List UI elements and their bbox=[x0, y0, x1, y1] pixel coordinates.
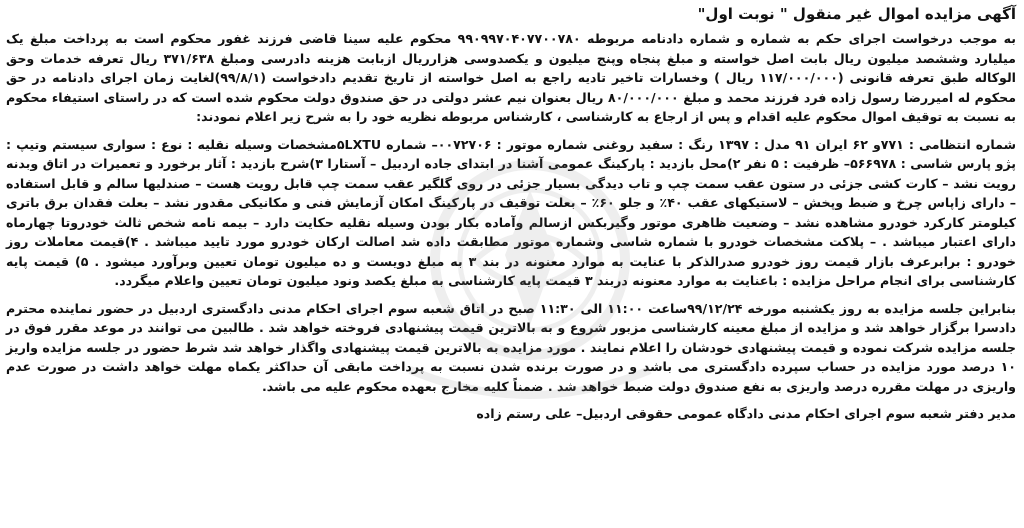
notice-title: آگهی مزایده اموال غیر منقول " نوبت اول" bbox=[697, 5, 1016, 23]
signature-line: مدیر دفتر شعبه سوم اجرای احکام مدنی دادگاه عمومی حقوقی اردبیل– علی رستم زاده bbox=[476, 406, 1016, 421]
paragraph-vehicle-specs: شماره انتظامی : ۷۷۱و ۶۲ ایران ۹۱ مدل : ۱۳۹۷ رنگ : سفید روغنی شماره موتور : ۰۰۷۲۷۰۶– شماره ۵LXTUمشخصات وسیله نقلیه : نوع : سواری سیستم وتیپ : پژو پارس شاسی : ۵۶۶۹۷۸– ظرفیت : ۵ نفر ۲)محل بازدید : پارکینگ عمومی آشنا در ابتدای جاده اردبیل – آستارا ۳)شرح بازدید : آثار برخورد و تعمیرات در اتاق وبدنه رویت نشد – کارت کشی جزئی در ستون عقب سمت چپ و تاب دیدگی بسیار جزئی در روی گلگیر عقب سمت چپ قابل رویت هست – صندلیها سالم و قابل استفاده – دارای زاپاس چرخ و ضبط وپخش – لاستیکهای عقب ۴۰٪ و جلو ۶۰٪ – بعلت توقیف در پارکینگ امکان آزمایش فنی و مکانیکی مقدور نشد – بعلت فقدان برق باتری کیلومتر کارکرد خودرو مشاهده نشد – وضعیت ظاهری موتور وگیربکس ازسالم وآماده بکار بودن وسیله نقلیه حکایت دارد – بیمه نامه شخص ثالث خودروتا چهارماه دارای اعتبار میباشد . – پلاکت مشخصات خودرو با شماره شاسی وشماره موتور مطابقت داده شد اصالت ارکان خودرو مورد تایید میباشد . ۴)قیمت معاملات روز خودرو : برابرعرف بازار قیمت روز خودرو صدرالذکر با عنایت به موارد معنونه در بند ۳ به مبلغ دویست و ده میلیون تومان تعیین وبرآورد میشود . ۵) قیمت پایه کارشناسی برای انجام مراحل مزایده : باعنایت به موارد معنونه دربند ۳ قیمت پایه کارشناسی به مبلغ یکصد ونود میلیون تومان تعیین واعلام میگردد. bbox=[6, 136, 1017, 288]
paragraph-judgment: به موجب درخواست اجرای حکم به شماره و شماره دادنامه مربوطه ۹۹۰۹۹۷۰۴۰۷۷۰۰۷۸۰ محکوم علیه سینا قاضی فرزند غفور محکوم است به پرداخت مبلغ یک میلیارد وششصد میلیون ریال بابت اصل خواسته و مبلغ پنجاه وپنج میلیون و یکصدوسی هزارریال ازبابت هزینه دادرسی ومبلغ ۳۷۱/۶۳۸ ریال تعرفه خدمات وحق الوکاله طبق تعرفه قانونی (۱۱۷/۰۰۰/۰۰۰ ریال ) وخسارات تاخیر تادیه راجع به اصل خواسته از تاریخ تقدیم دادخواست (۹۹/۸/۱)لغایت زمان اجرای دادنامه در حق محکوم له امیررضا رسول زاده فرد فرزند محمد و مبلغ ۸۰/۰۰۰/۰۰۰ ریال بعنوان نیم عشر دولتی در حق صندوق دولت محکوم شده است که در راستای استیفاء محکوم به نسبت به توقیف اموال محکوم علیه اقدام و پس از ارجاع به کارشناسی ، کارشناس مربوطه نظریه خود را به شرح زیر اعلام نمودند: bbox=[6, 31, 1017, 124]
paragraph-auction-terms: بنابراین جلسه مزایده به روز یکشنبه مورخه ۹۹/۱۲/۲۴ساعت ۱۱:۰۰ الی ۱۱:۳۰ صبح در اتاق شعبه سوم اجرای احکام مدنی دادگستری اردبیل در حضور نماینده محترم دادسرا برگزار خواهد شد و مزایده از مبلغ معینه کارشناسی مزبور شروع و به بالاترین قیمت پیشنهادی فروخته خواهد شد . طالبین می توانند در موعد مقرر فوق در جلسه مزایده شرکت نموده و قیمت پیشنهادی خودشان را اعلام نمایند . مورد مزایده به بالاترین قیمت پیشنهادی واگذار خواهد شد شرط حضور در جلسه مزایده واریز ۱۰ درصد مورد مزایده در حساب سپرده دادگستری می باشد و در صورت برنده شدن نسبت به پرداخت مابقی آن حداکثر یکماه مهلت خواهد داشت در صورت عدم واریزی در مهلت مقرره درصد واریزی به نفع صندوق دولت ضبط خواهد شد . ضمناً کلیه مخارج بعهده محکوم علیه می باشد. bbox=[6, 300, 1016, 394]
